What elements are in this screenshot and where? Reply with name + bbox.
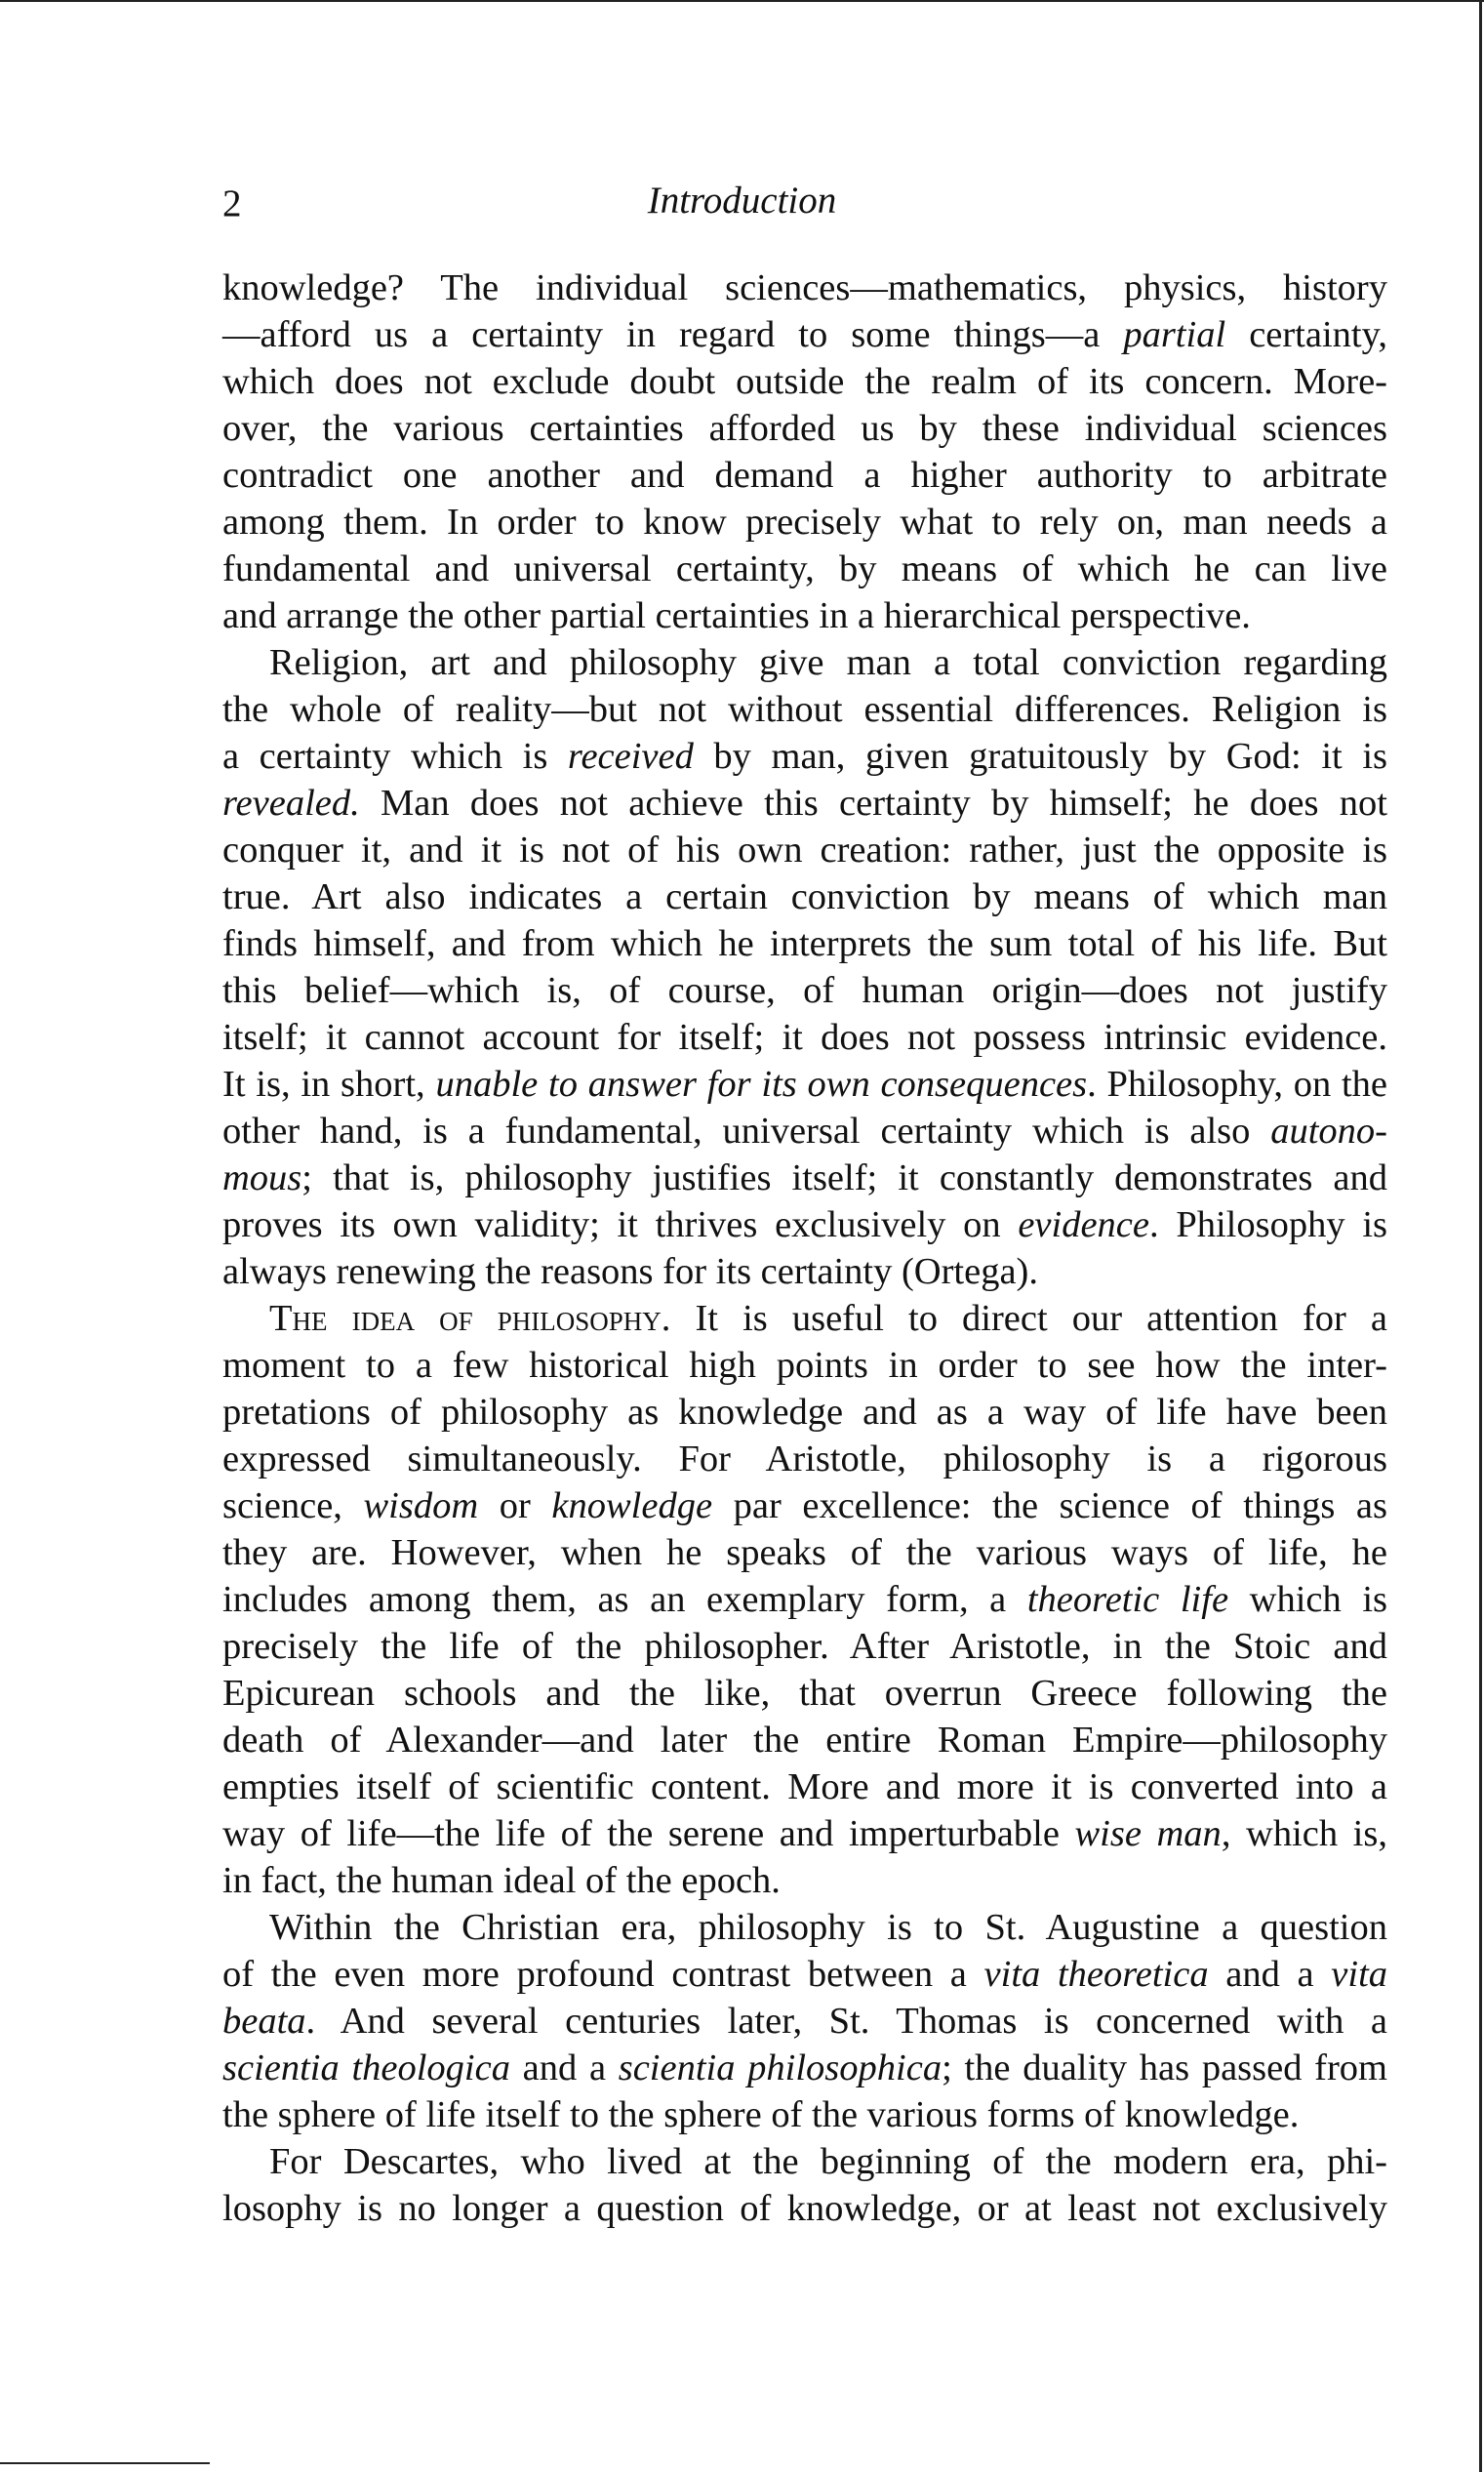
text-line bbox=[222, 2091, 1387, 2138]
text-line bbox=[222, 686, 1387, 733]
text-line bbox=[222, 2045, 1387, 2091]
text-line bbox=[222, 1482, 1387, 1529]
text-segment: by man, given gratuitously by God: it is bbox=[693, 736, 1387, 777]
text-segment: certainty, bbox=[1225, 314, 1387, 355]
italic-text: beata bbox=[222, 2001, 306, 2042]
text-line bbox=[222, 1998, 1387, 2045]
text-line bbox=[222, 1108, 1387, 1155]
text-segment: Epicurean schools and the like, that overrun Greece following the bbox=[222, 1673, 1387, 1714]
text-line bbox=[222, 1295, 1387, 1342]
text-line bbox=[222, 967, 1387, 1014]
italic-text: knowledge bbox=[551, 1485, 713, 1526]
text-segment: other hand, is a fundamental, universal certainty which is also bbox=[222, 1111, 1271, 1152]
text-line bbox=[222, 264, 1387, 311]
italic-text: evidence bbox=[1018, 1204, 1149, 1245]
text-segment: conquer it, and it is not of his own creation: rather, just the opposite is bbox=[222, 830, 1387, 871]
text-line bbox=[222, 1951, 1387, 1998]
text-segment: . Philosophy is bbox=[1148, 1204, 1387, 1245]
italic-text: partial bbox=[1123, 314, 1226, 355]
right-border bbox=[1479, 0, 1482, 2472]
text-segment: and a bbox=[509, 2047, 619, 2088]
italic-text: vita theoretica bbox=[983, 1954, 1209, 1995]
text-line bbox=[222, 1763, 1387, 1810]
text-segment: . Philosophy, on the bbox=[1087, 1064, 1387, 1105]
text-line bbox=[222, 920, 1387, 967]
text-segment: , which is, bbox=[1221, 1813, 1387, 1854]
text-segment: losophy is no longer a question of knowledge, or at least not exclusively bbox=[222, 2188, 1387, 2229]
text-segment: pretations of philosophy as knowledge and as a way of life have been bbox=[222, 1392, 1387, 1433]
text-line bbox=[222, 499, 1387, 546]
text-segment: moment to a few historical high points in order to see how the inter- bbox=[222, 1345, 1387, 1386]
text-line bbox=[222, 1389, 1387, 1436]
text-segment: knowledge? The individual sciences—mathematics, physics, history bbox=[222, 267, 1387, 308]
text-line bbox=[222, 733, 1387, 780]
italic-text: mous bbox=[222, 1157, 302, 1198]
text-line bbox=[222, 592, 1387, 639]
text-line bbox=[222, 1717, 1387, 1763]
text-line bbox=[222, 1623, 1387, 1670]
text-segment: science, bbox=[222, 1485, 364, 1526]
text-line bbox=[222, 1248, 1387, 1295]
text-segment: . And several centuries later, St. Thomas is concerned with a bbox=[305, 2001, 1387, 2042]
text-segment: includes among them, as an exemplary form, a bbox=[222, 1579, 1027, 1620]
small-caps-heading: The idea of philosophy. bbox=[269, 1298, 671, 1339]
text-segment: which does not exclude doubt outside the realm of its concern. More- bbox=[222, 361, 1387, 402]
text-line bbox=[222, 827, 1387, 873]
italic-text: theoretic life bbox=[1026, 1579, 1229, 1620]
text-segment: Within the Christian era, philosophy is to St. Augustine a question bbox=[269, 1907, 1387, 1948]
italic-text: revealed. bbox=[222, 783, 360, 824]
text-segment: fundamental and universal certainty, by means of which he can live bbox=[222, 548, 1387, 589]
body-text bbox=[222, 264, 1387, 2232]
text-segment: finds himself, and from which he interprets the sum total of his life. But bbox=[222, 923, 1387, 964]
text-line bbox=[222, 1342, 1387, 1389]
text-segment: It is, in short, bbox=[222, 1064, 436, 1105]
text-line bbox=[222, 1014, 1387, 1061]
text-segment: Man does not achieve this certainty by himself; he does not bbox=[359, 783, 1387, 824]
text-segment: and arrange the other partial certainties in a hierarchical perspective. bbox=[222, 595, 1251, 636]
text-segment: this belief—which is, of course, of human origin—does not justify bbox=[222, 970, 1387, 1011]
italic-text: wise man bbox=[1074, 1813, 1222, 1854]
italic-text: scientia philosophica bbox=[618, 2047, 943, 2088]
text-segment: precisely the life of the philosopher. After Aristotle, in the Stoic and bbox=[222, 1626, 1387, 1667]
bottom-left-rule bbox=[0, 2462, 210, 2464]
page-number: 2 bbox=[222, 182, 242, 224]
text-segment: ; that is, philosophy justifies itself; it constantly demonstrates and bbox=[301, 1157, 1387, 1198]
text-line bbox=[222, 780, 1387, 827]
text-segment: of the even more profound contrast between a bbox=[222, 1954, 984, 1995]
text-line bbox=[222, 2185, 1387, 2232]
text-segment: death of Alexander—and later the entire Roman Empire—philosophy bbox=[222, 1720, 1387, 1761]
text-segment: always renewing the reasons for its certainty (Ortega). bbox=[222, 1251, 1038, 1292]
text-segment: way of life—the life of the serene and imperturbable bbox=[222, 1813, 1075, 1854]
text-segment: which is bbox=[1228, 1579, 1387, 1620]
italic-text: autono- bbox=[1270, 1111, 1387, 1152]
text-line bbox=[222, 873, 1387, 920]
text-segment: or bbox=[478, 1485, 552, 1526]
text-line bbox=[222, 1904, 1387, 1951]
text-line bbox=[222, 1436, 1387, 1482]
text-segment: Religion, art and philosophy give man a total conviction regarding bbox=[269, 642, 1387, 683]
text-segment: empties itself of scientific content. More and more it is converted into a bbox=[222, 1766, 1387, 1807]
text-segment: —afford us a certainty in regard to some things—a bbox=[222, 314, 1124, 355]
text-line bbox=[222, 1670, 1387, 1717]
text-segment: proves its own validity; it thrives exclusively on bbox=[222, 1204, 1019, 1245]
running-head: Introduction bbox=[647, 180, 837, 222]
text-line bbox=[222, 452, 1387, 499]
text-line bbox=[222, 1810, 1387, 1857]
text-line bbox=[222, 1857, 1387, 1904]
text-segment: contradict one another and demand a higher authority to arbitrate bbox=[222, 455, 1387, 496]
text-line bbox=[222, 2138, 1387, 2185]
text-segment: expressed simultaneously. For Aristotle, philosophy is a rigorous bbox=[222, 1439, 1387, 1479]
text-segment: and a bbox=[1208, 1954, 1332, 1995]
text-segment: they are. However, when he speaks of the various ways of life, he bbox=[222, 1532, 1387, 1573]
text-segment: par excellence: the science of things as bbox=[712, 1485, 1387, 1526]
text-segment: For Descartes, who lived at the beginning of the modern era, phi- bbox=[269, 2141, 1387, 2182]
text-line bbox=[222, 1529, 1387, 1576]
text-segment: true. Art also indicates a certain conviction by means of which man bbox=[222, 876, 1387, 917]
text-segment: ; the duality has passed from bbox=[942, 2047, 1387, 2088]
text-line bbox=[222, 405, 1387, 452]
text-line bbox=[222, 1061, 1387, 1108]
text-segment: among them. In order to know precisely what to rely on, man needs a bbox=[222, 502, 1387, 543]
text-segment: in fact, the human ideal of the epoch. bbox=[222, 1860, 781, 1901]
italic-text: scientia theologica bbox=[222, 2047, 510, 2088]
text-segment: the sphere of life itself to the sphere of the various forms of knowledge. bbox=[222, 2094, 1300, 2135]
top-border bbox=[0, 0, 1484, 2]
text-line bbox=[222, 1576, 1387, 1623]
text-segment: itself; it cannot account for itself; it does not possess intrinsic evidence. bbox=[222, 1017, 1387, 1058]
text-line bbox=[222, 358, 1387, 405]
italic-text: vita bbox=[1331, 1954, 1388, 1995]
text-line bbox=[222, 546, 1387, 592]
text-segment: the whole of reality—but not without essential differences. Religion is bbox=[222, 689, 1387, 730]
text-segment: It is useful to direct our attention for a bbox=[670, 1298, 1388, 1339]
text-line bbox=[222, 311, 1387, 358]
text-line bbox=[222, 639, 1387, 686]
italic-text: unable to answer for its own consequences bbox=[435, 1064, 1088, 1105]
italic-text: wisdom bbox=[363, 1485, 479, 1526]
text-line bbox=[222, 1155, 1387, 1201]
italic-text: received bbox=[567, 736, 694, 777]
text-segment: over, the various certainties afforded us by these individual sciences bbox=[222, 408, 1387, 449]
text-segment: a certainty which is bbox=[222, 736, 568, 777]
text-line bbox=[222, 1201, 1387, 1248]
